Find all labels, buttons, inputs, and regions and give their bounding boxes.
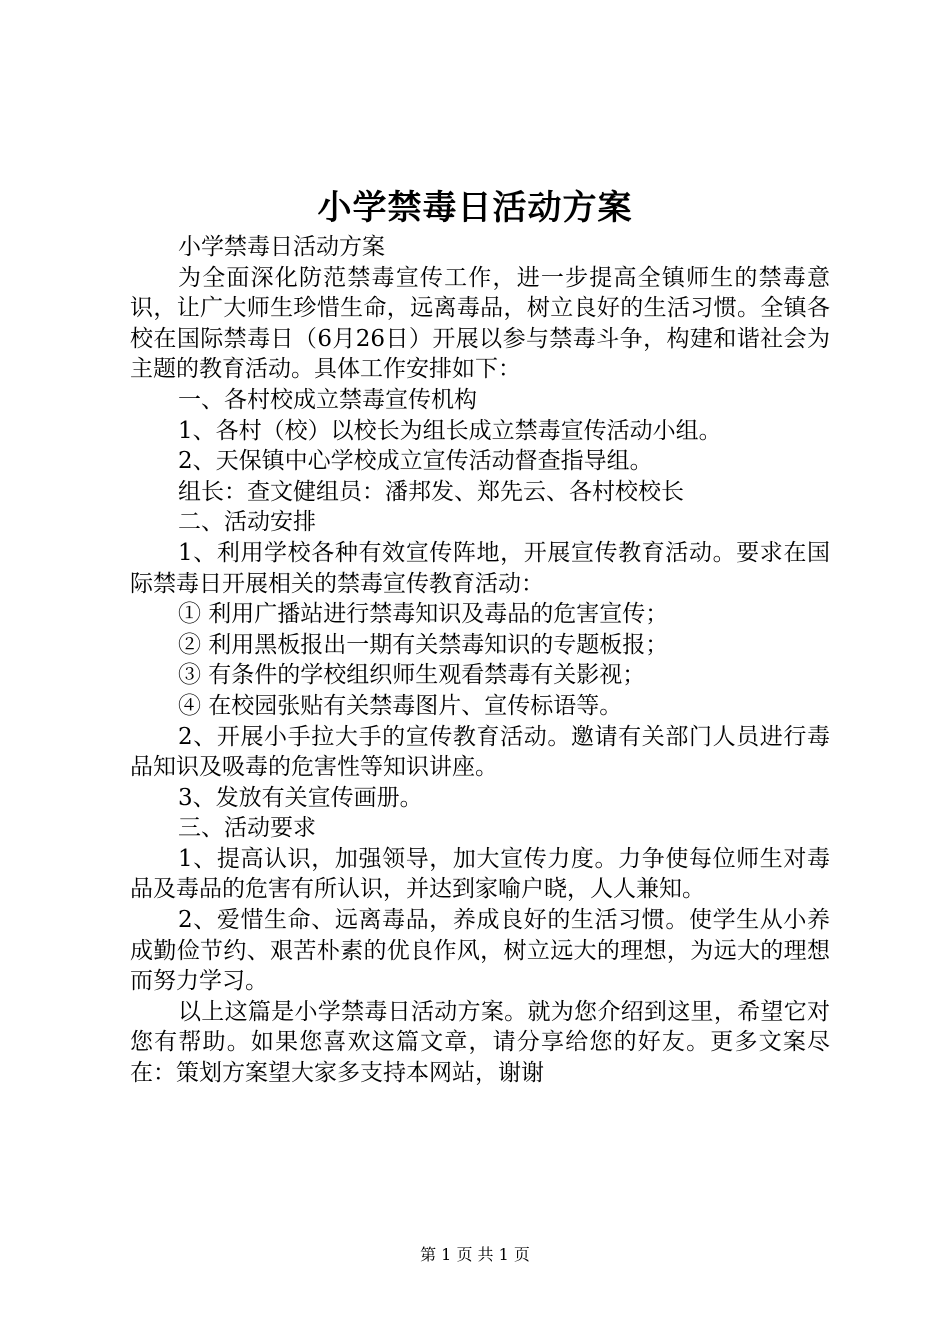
list-item-2: ② 利用黑板报出一期有关禁毒知识的专题板报；: [178, 631, 669, 658]
paragraph-2-1: 1、利用学校各种有效宣传阵地，开展宣传教育活动。要求在国际禁毒日开展相关的禁毒宣传教育活动：: [130, 539, 830, 597]
section-heading-1: 一、各村校成立禁毒宣传机构: [178, 386, 477, 413]
document-body: [130, 232, 830, 1089]
paragraph-group-members: 组长：查文健组员：潘邦发、郑先云、各村校校长: [178, 478, 684, 505]
paragraph-3-2: 2、爱惜生命、远离毒品，养成良好的生活习惯。使学生从小养成勤俭节约、艰苦朴素的优良作风，树立远大的理想，为远大的理想而努力学习。: [130, 907, 830, 995]
closing-paragraph: 以上这篇是小学禁毒日活动方案。就为您介绍到这里，希望它对您有帮助。如果您喜欢这篇文章，请分享给您的好友。更多文案尽在：策划方案望大家多支持本网站，谢谢: [130, 998, 830, 1087]
paragraph-2-2: 2、开展小手拉大手的宣传教育活动。邀请有关部门人员进行毒品知识及吸毒的危害性等知识讲座。: [130, 723, 830, 781]
subtitle-paragraph: 小学禁毒日活动方案: [178, 234, 385, 260]
page-number-footer: 第 1 页 共 1 页: [420, 1245, 530, 1264]
paragraph-3-1: 1、提高认识，加强领导，加大宣传力度。力争使每位师生对毒品及毒品的危害有所认识，并达到家喻户晓，人人兼知。: [130, 845, 830, 903]
list-item-1: ① 利用广播站进行禁毒知识及毒品的危害宣传；: [178, 601, 669, 628]
document-title: 小学禁毒日活动方案: [317, 188, 633, 228]
section-heading-2: 二、活动安排: [178, 509, 316, 536]
list-item-4: ④ 在校园张贴有关禁毒图片、宣传标语等。: [178, 692, 623, 719]
section-heading-3: 三、活动要求: [178, 815, 316, 842]
paragraph-2-3: 3、发放有关宣传画册。: [178, 784, 423, 811]
paragraph-1-1: 1、各村（校）以校长为组长成立禁毒宣传活动小组。: [178, 417, 722, 444]
paragraph-1-2: 2、天保镇中心学校成立宣传活动督查指导组。: [178, 448, 653, 475]
intro-paragraph: 为全面深化防范禁毒宣传工作，进一步提高全镇师生的禁毒意识，让广大师生珍惜生命，远离毒品，树立良好的生活习惯。全镇各校在国际禁毒日（6月26日）开展以参与禁毒斗争，构建和谐社会为主题的教育活动。具体工作安排如下：: [130, 264, 830, 383]
list-item-3: ③ 有条件的学校组织师生观看禁毒有关影视；: [178, 662, 646, 689]
